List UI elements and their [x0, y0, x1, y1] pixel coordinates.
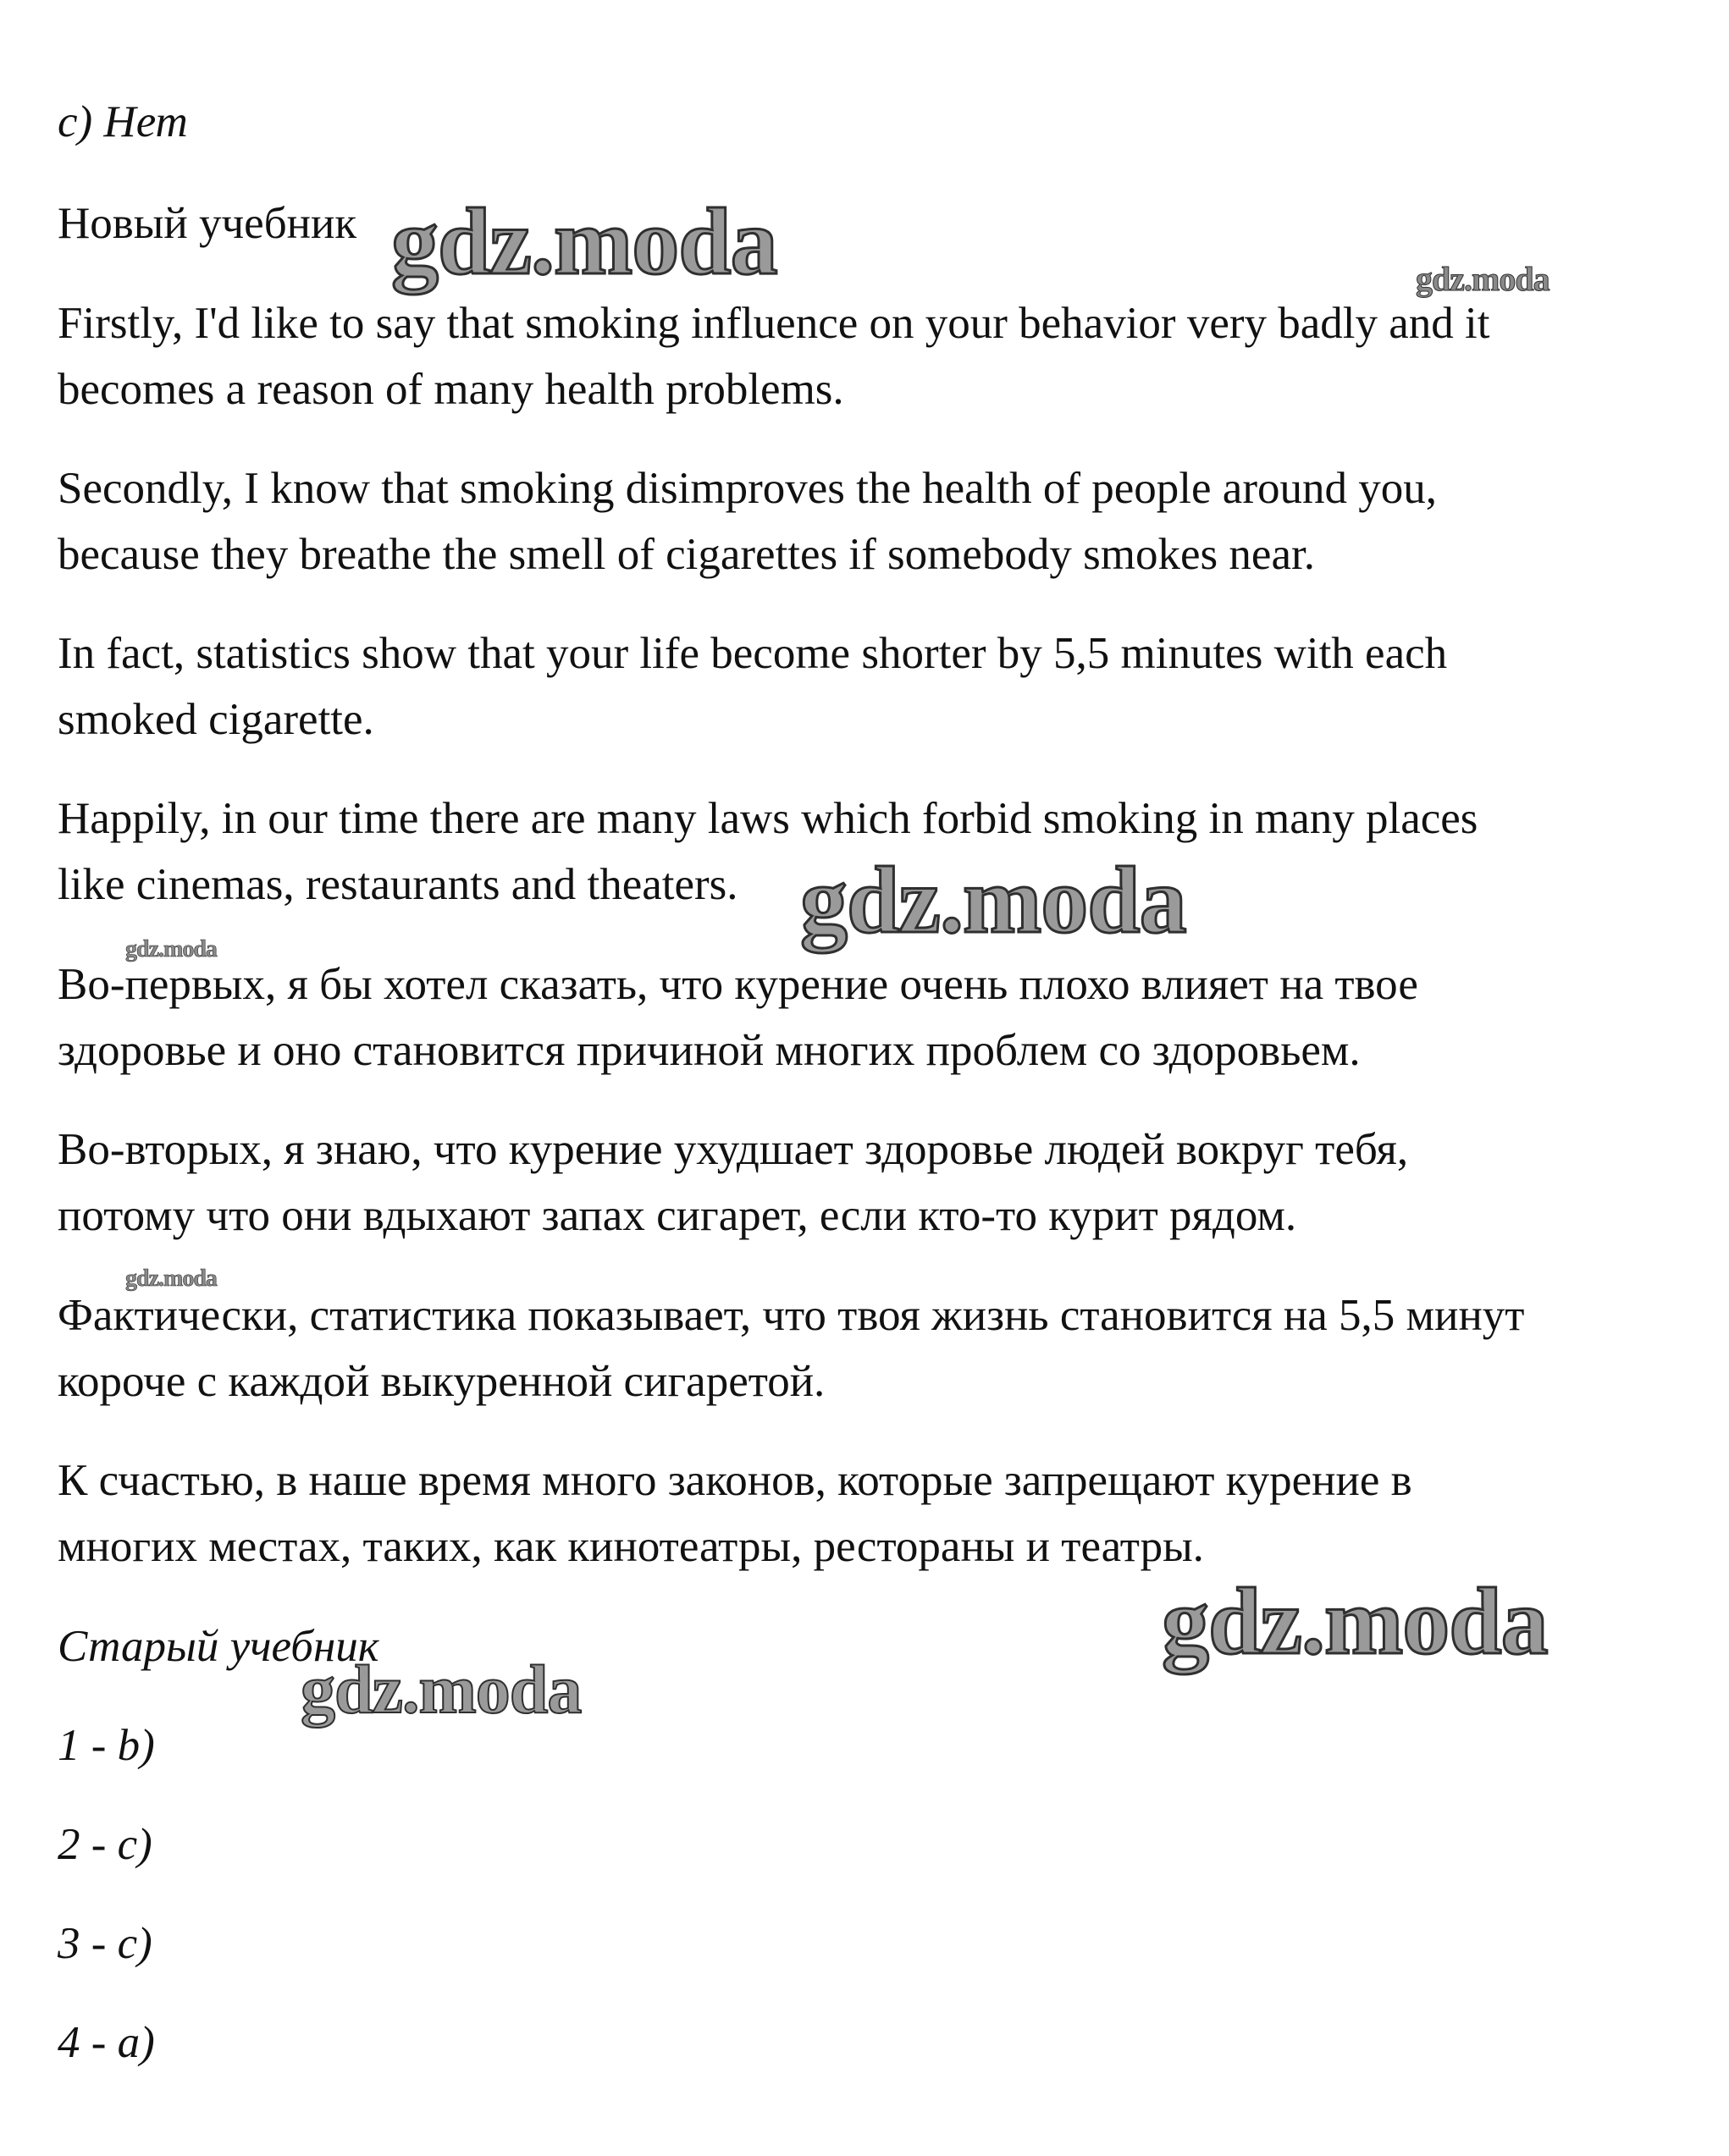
- watermark-logo: gdz.moda: [125, 936, 217, 962]
- text-line: Во-первых, я бы хотел сказать, что курение очень плохо влияет на твое: [58, 960, 1418, 1009]
- watermark-logo: gdz.moda: [1162, 1569, 1548, 1674]
- text-line: многих местах, таких, как кинотеатры, рестораны и театры.: [58, 1522, 1204, 1571]
- section-heading-new-textbook: Новый учебник: [58, 199, 357, 248]
- answer-line: 3 - c): [58, 1919, 152, 1968]
- section-heading-old-textbook: Старый учебник: [58, 1622, 379, 1671]
- text-line: Firstly, I'd like to say that smoking influence on your behavior very badly and it: [58, 299, 1490, 348]
- text-line: like cinemas, restaurants and theaters.: [58, 860, 738, 909]
- text-line: Фактически, статистика показывает, что твоя жизнь становится на 5,5 минут: [58, 1291, 1525, 1340]
- watermark-logo: gdz.moda: [800, 848, 1186, 953]
- watermark-logo: gdz.moda: [391, 190, 777, 295]
- answer-line: 1 - b): [58, 1721, 155, 1770]
- text-line: smoked cigarette.: [58, 695, 374, 744]
- text-line: здоровье и оно становится причиной многих проблем со здоровьем.: [58, 1026, 1361, 1075]
- watermark-logo: gdz.moda: [301, 1651, 582, 1728]
- text-line: короче с каждой выкуренной сигаретой.: [58, 1357, 826, 1406]
- text-line: К счастью, в наше время много законов, которые запрещают курение в: [58, 1456, 1412, 1505]
- text-line: потому что они вдыхают запах сигарет, если кто-то курит рядом.: [58, 1191, 1297, 1240]
- answer-line: 4 - a): [58, 2018, 155, 2067]
- watermark-logo: gdz.moda: [125, 1265, 217, 1292]
- text-line: Secondly, I know that smoking disimproves the health of people around you,: [58, 464, 1437, 513]
- text-line: In fact, statistics show that your life become shorter by 5,5 minutes with each: [58, 629, 1448, 678]
- answer-c-line: c) Нет: [58, 97, 188, 146]
- text-line: because they breathe the smell of cigarettes if somebody smokes near.: [58, 530, 1315, 579]
- answer-line: 2 - c): [58, 1820, 152, 1869]
- text-line: Happily, in our time there are many laws which forbid smoking in many places: [58, 794, 1478, 843]
- text-line: becomes a reason of many health problems.: [58, 365, 844, 414]
- text-line: Во-вторых, я знаю, что курение ухудшает здоровье людей вокруг тебя,: [58, 1125, 1409, 1174]
- watermark-logo: gdz.moda: [1416, 260, 1549, 298]
